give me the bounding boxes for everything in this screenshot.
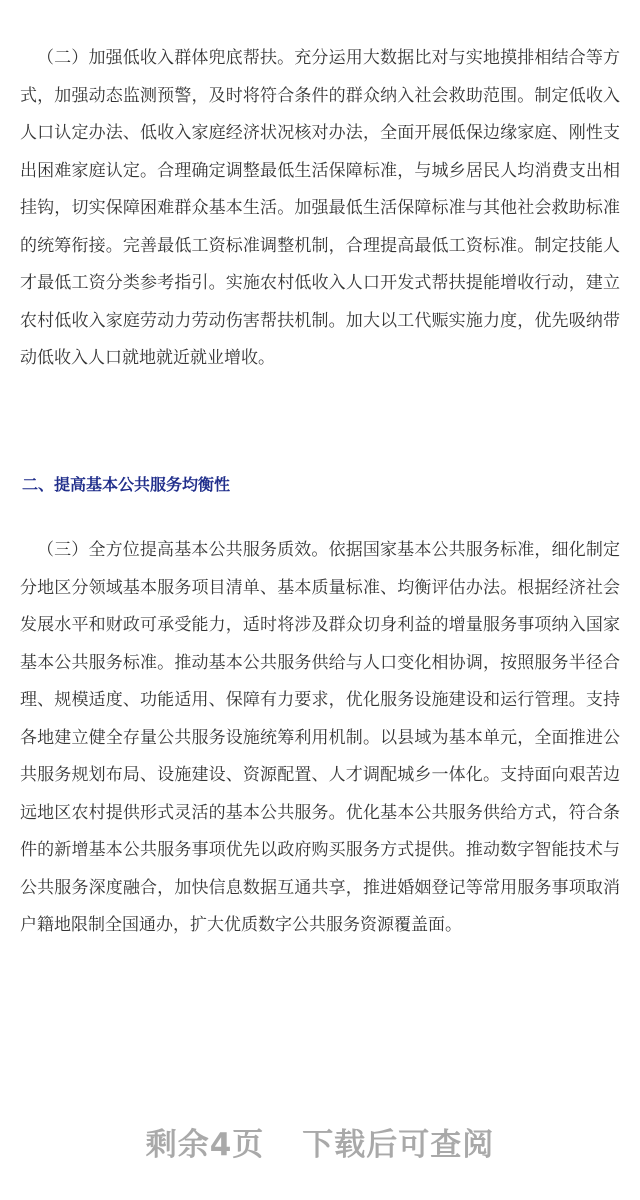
- remaining-pages-link[interactable]: 剩余4页: [145, 1126, 265, 1163]
- download-footer: [0, 1116, 640, 1166]
- paragraph-public-services: （三）全方位提高基本公共服务质效。依据国家基本公共服务标准，细化制定分地区分领域基本服务项目清单、基本质量标准、均衡评估办法。根据经济社会发展水平和财政可承受能力，适时将涉及群众切身利益的增量服务事项纳入国家基本公共服务标准。推动基本公共服务供给与人口变化相协调，按照服务半径合理、规模适度、功能适用、保障有力要求，优化服务设施建设和运行管理。支持各地建立健全存量公共服务设施统筹利用机制。以县域为基本单元，全面推进公共服务规划布局、设施建设、资源配置、人才调配城乡一体化。支持面向艰苦边远地区农村提供形式灵活的基本公共服务。优化基本公共服务供给方式，符合条件的新增基本公共服务事项优先以政府购买服务方式提供。推动数字智能技术与公共服务深度融合，加快信息数据互通共享，推进婚姻登记等常用服务事项取消户籍地限制全国通办，扩大优质数字公共服务资源覆盖面。: [20, 540, 620, 935]
- paragraph-low-income-support: （二）加强低收入群体兜底帮扶。充分运用大数据比对与实地摸排相结合等方式，加强动态监测预警，及时将符合条件的群众纳入社会救助范围。制定低收入人口认定办法、低收入家庭经济状况核对办法，全面开展低保边缘家庭、刚性支出困难家庭认定。合理确定调整最低生活保障标准，与城乡居民人均消费支出相挂钩，切实保障困难群众基本生活。加强最低生活保障标准与其他社会救助标准的统筹衔接。完善最低工资标准调整机制，合理提高最低工资标准。制定技能人才最低工资分类参考指引。实施农村低收入人口开发式帮扶提能增收行动，建立农村低收入家庭劳动力劳动伤害帮扶机制。加大以工代赈实施力度，优先吸纳带动低收入人口就地就近就业增收。: [20, 48, 620, 368]
- download-to-view-link[interactable]: 下载后可查阅: [302, 1126, 495, 1163]
- section-heading: 二、提高基本公共服务均衡性: [22, 475, 231, 494]
